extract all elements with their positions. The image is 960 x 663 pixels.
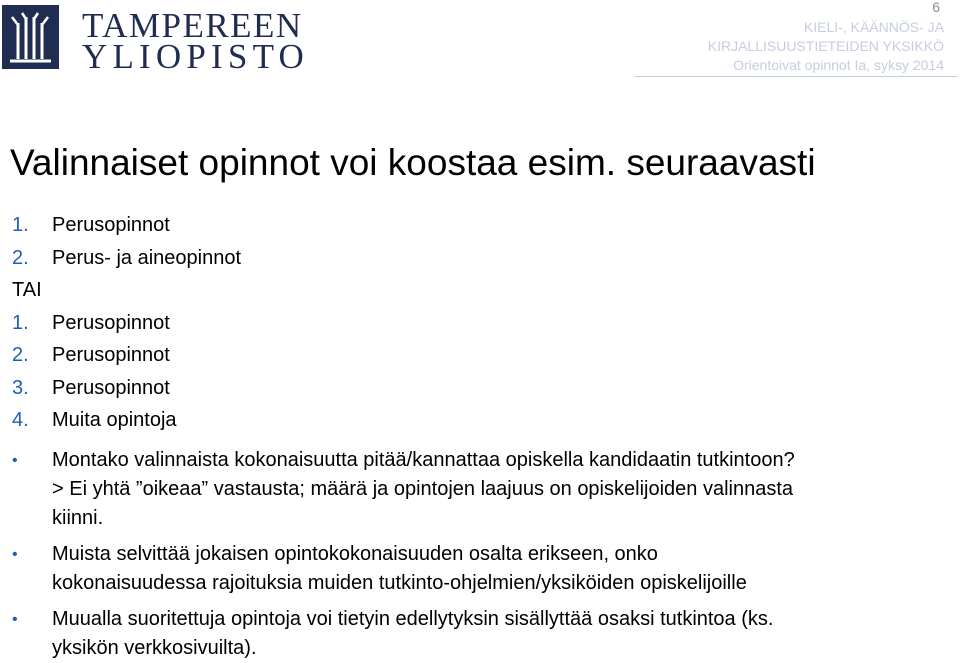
- bullet-text-line: > Ei yhtä ”oikeaa” vastausta; määrä ja opintojen laajuus on opiskelijoiden valinnasta: [52, 478, 794, 500]
- bullet-icon: •: [12, 452, 18, 469]
- bullet-text-line: Montako valinnaista kokonaisuutta pitää/kannattaa opiskella kandidaatin tutkintoon?: [52, 449, 795, 471]
- list-item: [12, 209, 952, 242]
- list-text: Perusopinnot: [52, 311, 170, 334]
- header-divider: [634, 76, 958, 77]
- university-logo: [2, 5, 332, 76]
- bullet-list: [12, 446, 952, 663]
- logo-text-line-1: TAMPEREEN: [82, 6, 303, 45]
- slide-title: Valinnaiset opinnot voi koostaa esim. seuraavasti: [10, 142, 816, 183]
- list-number: 2.: [12, 344, 29, 366]
- list-item: [12, 372, 952, 405]
- list-text: Perus- ja aineopinnot: [52, 246, 242, 269]
- bullet-text-line: Muista selvittää jokaisen opintokokonaisuuden osalta erikseen, onko: [52, 543, 658, 565]
- list-number: 1.: [12, 311, 29, 334]
- bullet-icon: •: [12, 546, 18, 563]
- list-item: [12, 242, 952, 275]
- list-number: 3.: [12, 376, 29, 399]
- list-number: 1.: [12, 214, 29, 236]
- unit-name-line-2: KIRJALLISUUSTIETEIDEN YKSIKKÖ: [707, 38, 944, 54]
- separator-text: TAI: [12, 279, 42, 301]
- list-text: Muita opintoja: [52, 409, 177, 431]
- page-number: 6: [932, 0, 940, 15]
- list-number: 2.: [12, 246, 29, 269]
- bullet-icon: •: [12, 611, 18, 628]
- list-item: [12, 404, 952, 437]
- bullet-text-line: Muualla suoritettuja opintoja voi tietyin edellytyksin sisällyttää osaksi tutkintoa (ks.: [52, 608, 774, 630]
- study-options-list: [12, 209, 952, 437]
- list-text: Perusopinnot: [52, 376, 170, 399]
- bullet-item: [12, 446, 952, 533]
- bullet-item: [12, 540, 952, 598]
- university-emblem-icon: [2, 5, 59, 69]
- list-text: Perusopinnot: [52, 344, 170, 366]
- course-name: Orientoivat opinnot Ia, syksy 2014: [733, 57, 944, 73]
- list-number: 4.: [12, 409, 29, 431]
- unit-name-line-1: KIELI-, KÄÄNNÖS- JA: [803, 19, 944, 35]
- bullet-text-line: kokonaisuudessa rajoituksia muiden tutkinto-ohjelmien/yksiköiden opiskelijoille: [52, 572, 747, 594]
- list-item: [12, 307, 952, 340]
- logo-text-line-2: YLIOPISTO: [82, 37, 309, 76]
- bullet-text-line: yksikön verkkosivuilta).: [52, 637, 257, 659]
- list-item: [12, 339, 952, 372]
- bullet-item: [12, 605, 952, 663]
- unit-header: [708, 18, 944, 75]
- bullet-text-line: kiinni.: [52, 507, 104, 529]
- list-text: Perusopinnot: [52, 214, 170, 236]
